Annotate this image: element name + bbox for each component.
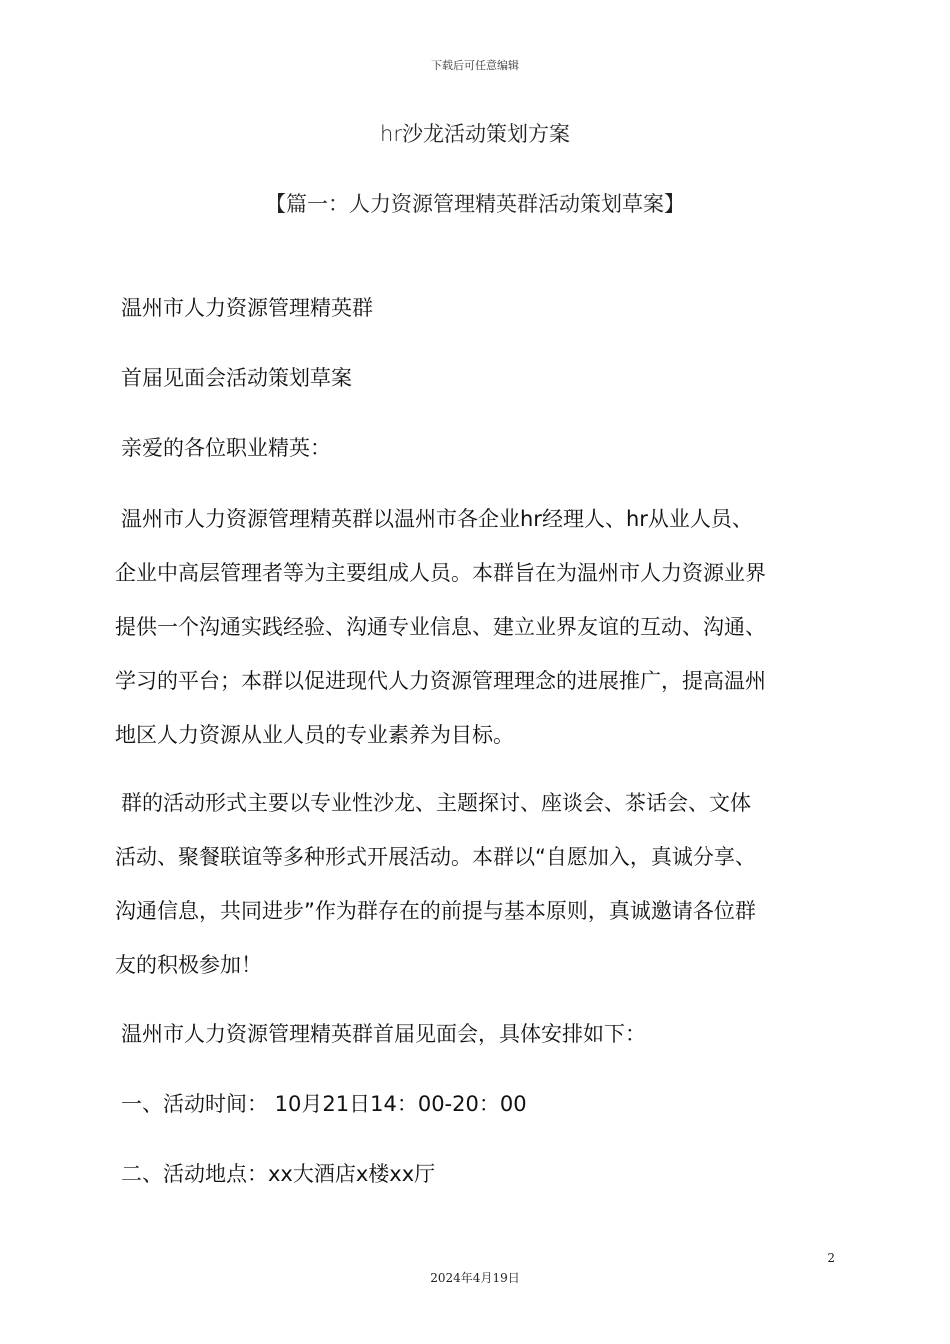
paragraph-line: 温州市人力资源管理精英群以温州市各企业hr经理人、hr从业人员、 [121, 507, 753, 531]
paragraph-line: 地区人力资源从业人员的专业素养为目标。 [115, 723, 514, 747]
paragraph-line: 亲爱的各位职业精英： [121, 436, 331, 460]
paragraph-line: 一、活动时间： 10月21日14：00-20：00 [121, 1092, 527, 1116]
page-number: 2 [827, 1251, 835, 1265]
paragraph-line: 温州市人力资源管理精英群首届见面会，具体安排如下： [121, 1022, 646, 1046]
paragraph-line: 活动、聚餐联谊等多种形式开展活动。本群以“自愿加入，真诚分享、 [115, 845, 756, 869]
footer-date: 2024年4月19日 [430, 1271, 520, 1285]
paragraph-line: 学习的平台；本群以促进现代人力资源管理理念的进展推广，提高温州 [115, 669, 766, 693]
header-note: 下载后可任意编辑 [431, 59, 519, 72]
paragraph-line: 首届见面会活动策划草案 [121, 366, 352, 390]
paragraph-line: 温州市人力资源管理精英群 [121, 296, 373, 320]
document-subtitle: 【篇一：人力资源管理精英群活动策划草案】 [265, 192, 685, 216]
paragraph-line: 二、活动地点：xx大酒店x楼xx厅 [121, 1162, 436, 1186]
document-title: hr沙龙活动策划方案 [380, 122, 570, 146]
paragraph-line: 沟通信息，共同进步”作为群存在的前提与基本原则，真诚邀请各位群 [115, 899, 756, 923]
paragraph-line: 友的积极参加！ [115, 953, 262, 977]
paragraph-line: 群的活动形式主要以专业性沙龙、主题探讨、座谈会、茶话会、文体 [121, 791, 751, 815]
paragraph-line: 企业中高层管理者等为主要组成人员。本群旨在为温州市人力资源业界 [115, 561, 766, 585]
paragraph-line: 提供一个沟通实践经验、沟通专业信息、建立业界友谊的互动、沟通、 [115, 615, 766, 639]
